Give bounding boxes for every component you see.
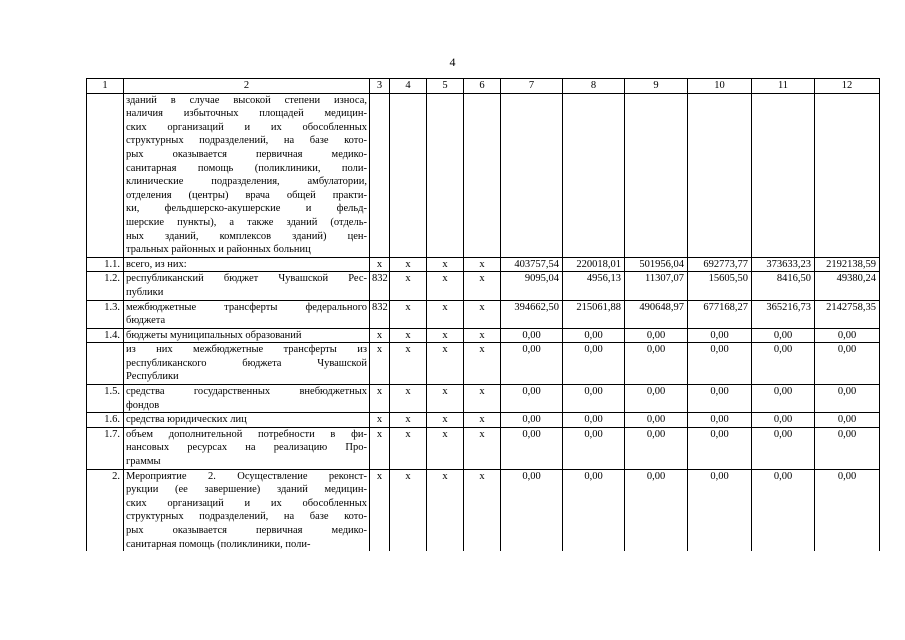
header-cell: 1 — [87, 79, 124, 94]
table-row — [87, 385, 880, 413]
amount-cell: 0,00 — [501, 427, 563, 469]
description-line: республиканский бюджет Чувашской Рес- — [126, 273, 367, 285]
table-row — [87, 413, 880, 428]
amount-cell: 0,00 — [688, 427, 752, 469]
code-cell: x — [464, 257, 501, 272]
header-cell: 6 — [464, 79, 501, 94]
amount-cell: 0,00 — [815, 413, 880, 428]
row-description — [124, 272, 370, 300]
amount-cell — [688, 93, 752, 257]
code-cell: x — [464, 343, 501, 385]
amount-cell: 501956,04 — [625, 257, 688, 272]
code-cell: x — [464, 385, 501, 413]
amount-cell: 0,00 — [688, 385, 752, 413]
amount-cell: 0,00 — [563, 469, 625, 551]
description-line: тральных районных и районных больниц — [126, 244, 311, 256]
amount-cell: 220018,01 — [563, 257, 625, 272]
code-cell: x — [464, 427, 501, 469]
code-cell — [390, 93, 427, 257]
description-line: ных зданий, комплексов зданий) цен- — [126, 230, 367, 242]
code-cell: x — [370, 469, 390, 551]
code-cell: x — [390, 272, 427, 300]
amount-cell: 0,00 — [501, 413, 563, 428]
amount-cell: 0,00 — [688, 413, 752, 428]
amount-cell: 692773,77 — [688, 257, 752, 272]
amount-cell: 0,00 — [501, 328, 563, 343]
description-line: объем дополнительной потребности в фи- — [126, 428, 367, 440]
table-row — [87, 343, 880, 385]
description-line: структурных подразделений, на базе кото- — [126, 511, 367, 523]
row-description — [124, 300, 370, 328]
row-index: 1.5. — [87, 385, 124, 413]
row-index: 1.6. — [87, 413, 124, 428]
description-line: нансовых ресурсах на реализацию Про- — [126, 442, 367, 454]
amount-cell: 490648,97 — [625, 300, 688, 328]
amount-cell: 0,00 — [752, 427, 815, 469]
code-cell — [427, 93, 464, 257]
header-cell: 3 — [370, 79, 390, 94]
code-cell: x — [464, 300, 501, 328]
amount-cell — [501, 93, 563, 257]
code-cell: x — [370, 427, 390, 469]
table-row — [87, 272, 880, 300]
amount-cell: 0,00 — [815, 469, 880, 551]
description-line: наличия избыточных площадей медицин- — [126, 108, 367, 120]
description-line: ки, фельдшерско-акушерские и фельд- — [126, 203, 367, 215]
code-cell: x — [427, 343, 464, 385]
description-line: Мероприятие 2. Осуществление реконст- — [126, 470, 367, 482]
amount-cell: 394662,50 — [501, 300, 563, 328]
table-row — [87, 427, 880, 469]
amount-cell: 0,00 — [625, 385, 688, 413]
table-header-row — [87, 79, 880, 94]
amount-cell: 8416,50 — [752, 272, 815, 300]
table-row — [87, 300, 880, 328]
amount-cell — [815, 93, 880, 257]
amount-cell: 0,00 — [752, 469, 815, 551]
row-description — [124, 427, 370, 469]
header-cell: 11 — [752, 79, 815, 94]
amount-cell: 0,00 — [625, 413, 688, 428]
row-description — [124, 328, 370, 343]
amount-cell: 0,00 — [815, 343, 880, 385]
header-cell: 8 — [563, 79, 625, 94]
header-cell: 2 — [124, 79, 370, 94]
row-description — [124, 343, 370, 385]
amount-cell: 49380,24 — [815, 272, 880, 300]
row-index: 1.7. — [87, 427, 124, 469]
code-cell: x — [390, 328, 427, 343]
description-line: фондов — [126, 399, 160, 411]
header-cell: 7 — [501, 79, 563, 94]
amount-cell: 0,00 — [563, 427, 625, 469]
code-cell: x — [427, 385, 464, 413]
description-line: рукции (ее завершение) зданий медицин- — [126, 484, 367, 496]
amount-cell: 0,00 — [815, 427, 880, 469]
code-cell: x — [427, 272, 464, 300]
description-line: всего, из них: — [126, 258, 187, 270]
description-line: граммы — [126, 456, 161, 468]
description-line: рых оказывается первичная медико- — [126, 525, 367, 536]
code-cell: 832 — [370, 300, 390, 328]
code-cell: x — [427, 469, 464, 551]
code-cell: x — [390, 469, 427, 551]
amount-cell: 677168,27 — [688, 300, 752, 328]
code-cell: x — [370, 328, 390, 343]
code-cell: x — [427, 257, 464, 272]
budget-table — [86, 78, 880, 551]
description-line: Республики — [126, 371, 179, 383]
code-cell: x — [370, 257, 390, 272]
description-line: рых оказывается первичная медико- — [126, 148, 367, 160]
amount-cell — [625, 93, 688, 257]
description-line: санитарная помощь (поликлиники, поли- — [126, 162, 367, 174]
row-index: 1.3. — [87, 300, 124, 328]
amount-cell: 0,00 — [563, 385, 625, 413]
description-line: средства юридических лиц — [126, 414, 247, 426]
amount-cell: 15605,50 — [688, 272, 752, 300]
amount-cell: 0,00 — [625, 469, 688, 551]
code-cell: x — [390, 257, 427, 272]
amount-cell: 0,00 — [501, 385, 563, 413]
description-line: структурных подразделений, на базе кото- — [126, 135, 367, 147]
code-cell: x — [464, 413, 501, 428]
table-row — [87, 469, 880, 551]
header-cell: 4 — [390, 79, 427, 94]
table-row — [87, 257, 880, 272]
amount-cell: 0,00 — [501, 343, 563, 385]
code-cell: x — [427, 413, 464, 428]
row-description — [124, 413, 370, 428]
amount-cell: 0,00 — [752, 413, 815, 428]
amount-cell: 0,00 — [752, 328, 815, 343]
page-number: 4 — [449, 55, 456, 69]
header-cell: 12 — [815, 79, 880, 94]
amount-cell: 0,00 — [688, 469, 752, 551]
description-line: ских организаций и их обособленных — [126, 497, 367, 509]
amount-cell: 0,00 — [752, 343, 815, 385]
amount-cell: 4956,13 — [563, 272, 625, 300]
description-line: отделения (центры) врача общей практи- — [126, 189, 367, 201]
description-line: бюджета — [126, 315, 166, 327]
table-row — [87, 328, 880, 343]
code-cell — [464, 93, 501, 257]
code-cell: x — [464, 328, 501, 343]
row-index: 1.4. — [87, 328, 124, 343]
amount-cell: 0,00 — [688, 328, 752, 343]
row-index: 1.2. — [87, 272, 124, 300]
amount-cell: 9095,04 — [501, 272, 563, 300]
amount-cell: 11307,07 — [625, 272, 688, 300]
amount-cell: 2142758,35 — [815, 300, 880, 328]
description-line: клинические подразделения, амбулатории, — [126, 176, 367, 188]
amount-cell: 0,00 — [815, 328, 880, 343]
code-cell: x — [370, 343, 390, 385]
row-index — [87, 343, 124, 385]
description-line: санитарная помощь (поликлиники, поли- — [126, 538, 311, 550]
row-index: 1.1. — [87, 257, 124, 272]
row-description — [124, 469, 370, 551]
amount-cell: 0,00 — [625, 343, 688, 385]
description-line: ских организаций и их обособленных — [126, 121, 367, 133]
description-line: из них межбюджетные трансферты из — [126, 344, 367, 356]
table-row — [87, 93, 880, 257]
description-line: бюджеты муниципальных образований — [126, 329, 302, 341]
amount-cell: 0,00 — [501, 469, 563, 551]
code-cell: x — [390, 427, 427, 469]
amount-cell: 0,00 — [688, 343, 752, 385]
code-cell: x — [464, 469, 501, 551]
code-cell: x — [427, 300, 464, 328]
code-cell: x — [427, 328, 464, 343]
amount-cell: 0,00 — [563, 413, 625, 428]
code-cell — [370, 93, 390, 257]
row-description — [124, 93, 370, 257]
amount-cell: 2192138,59 — [815, 257, 880, 272]
code-cell: x — [390, 385, 427, 413]
amount-cell: 0,00 — [625, 427, 688, 469]
amount-cell — [752, 93, 815, 257]
description-line: публики — [126, 286, 164, 298]
code-cell: x — [390, 300, 427, 328]
amount-cell: 215061,88 — [563, 300, 625, 328]
code-cell: x — [370, 385, 390, 413]
description-line: межбюджетные трансферты федерального — [126, 301, 367, 313]
amount-cell — [563, 93, 625, 257]
amount-cell: 0,00 — [815, 385, 880, 413]
code-cell: x — [464, 272, 501, 300]
row-description — [124, 257, 370, 272]
description-line: средства государственных внебюджетных — [126, 386, 367, 398]
row-index — [87, 93, 124, 257]
code-cell: x — [390, 343, 427, 385]
header-cell: 9 — [625, 79, 688, 94]
amount-cell: 0,00 — [563, 328, 625, 343]
amount-cell: 403757,54 — [501, 257, 563, 272]
row-index: 2. — [87, 469, 124, 551]
amount-cell: 0,00 — [563, 343, 625, 385]
header-cell: 10 — [688, 79, 752, 94]
code-cell: x — [427, 427, 464, 469]
row-description — [124, 385, 370, 413]
description-line: шерские пункты), а также зданий (отдель- — [126, 216, 367, 228]
code-cell: x — [390, 413, 427, 428]
amount-cell: 373633,23 — [752, 257, 815, 272]
description-line: республиканского бюджета Чувашской — [126, 357, 367, 369]
description-line: зданий в случае высокой степени износа, — [126, 94, 367, 106]
code-cell: x — [370, 413, 390, 428]
amount-cell: 365216,73 — [752, 300, 815, 328]
code-cell: 832 — [370, 272, 390, 300]
amount-cell: 0,00 — [625, 328, 688, 343]
amount-cell: 0,00 — [752, 385, 815, 413]
header-cell: 5 — [427, 79, 464, 94]
